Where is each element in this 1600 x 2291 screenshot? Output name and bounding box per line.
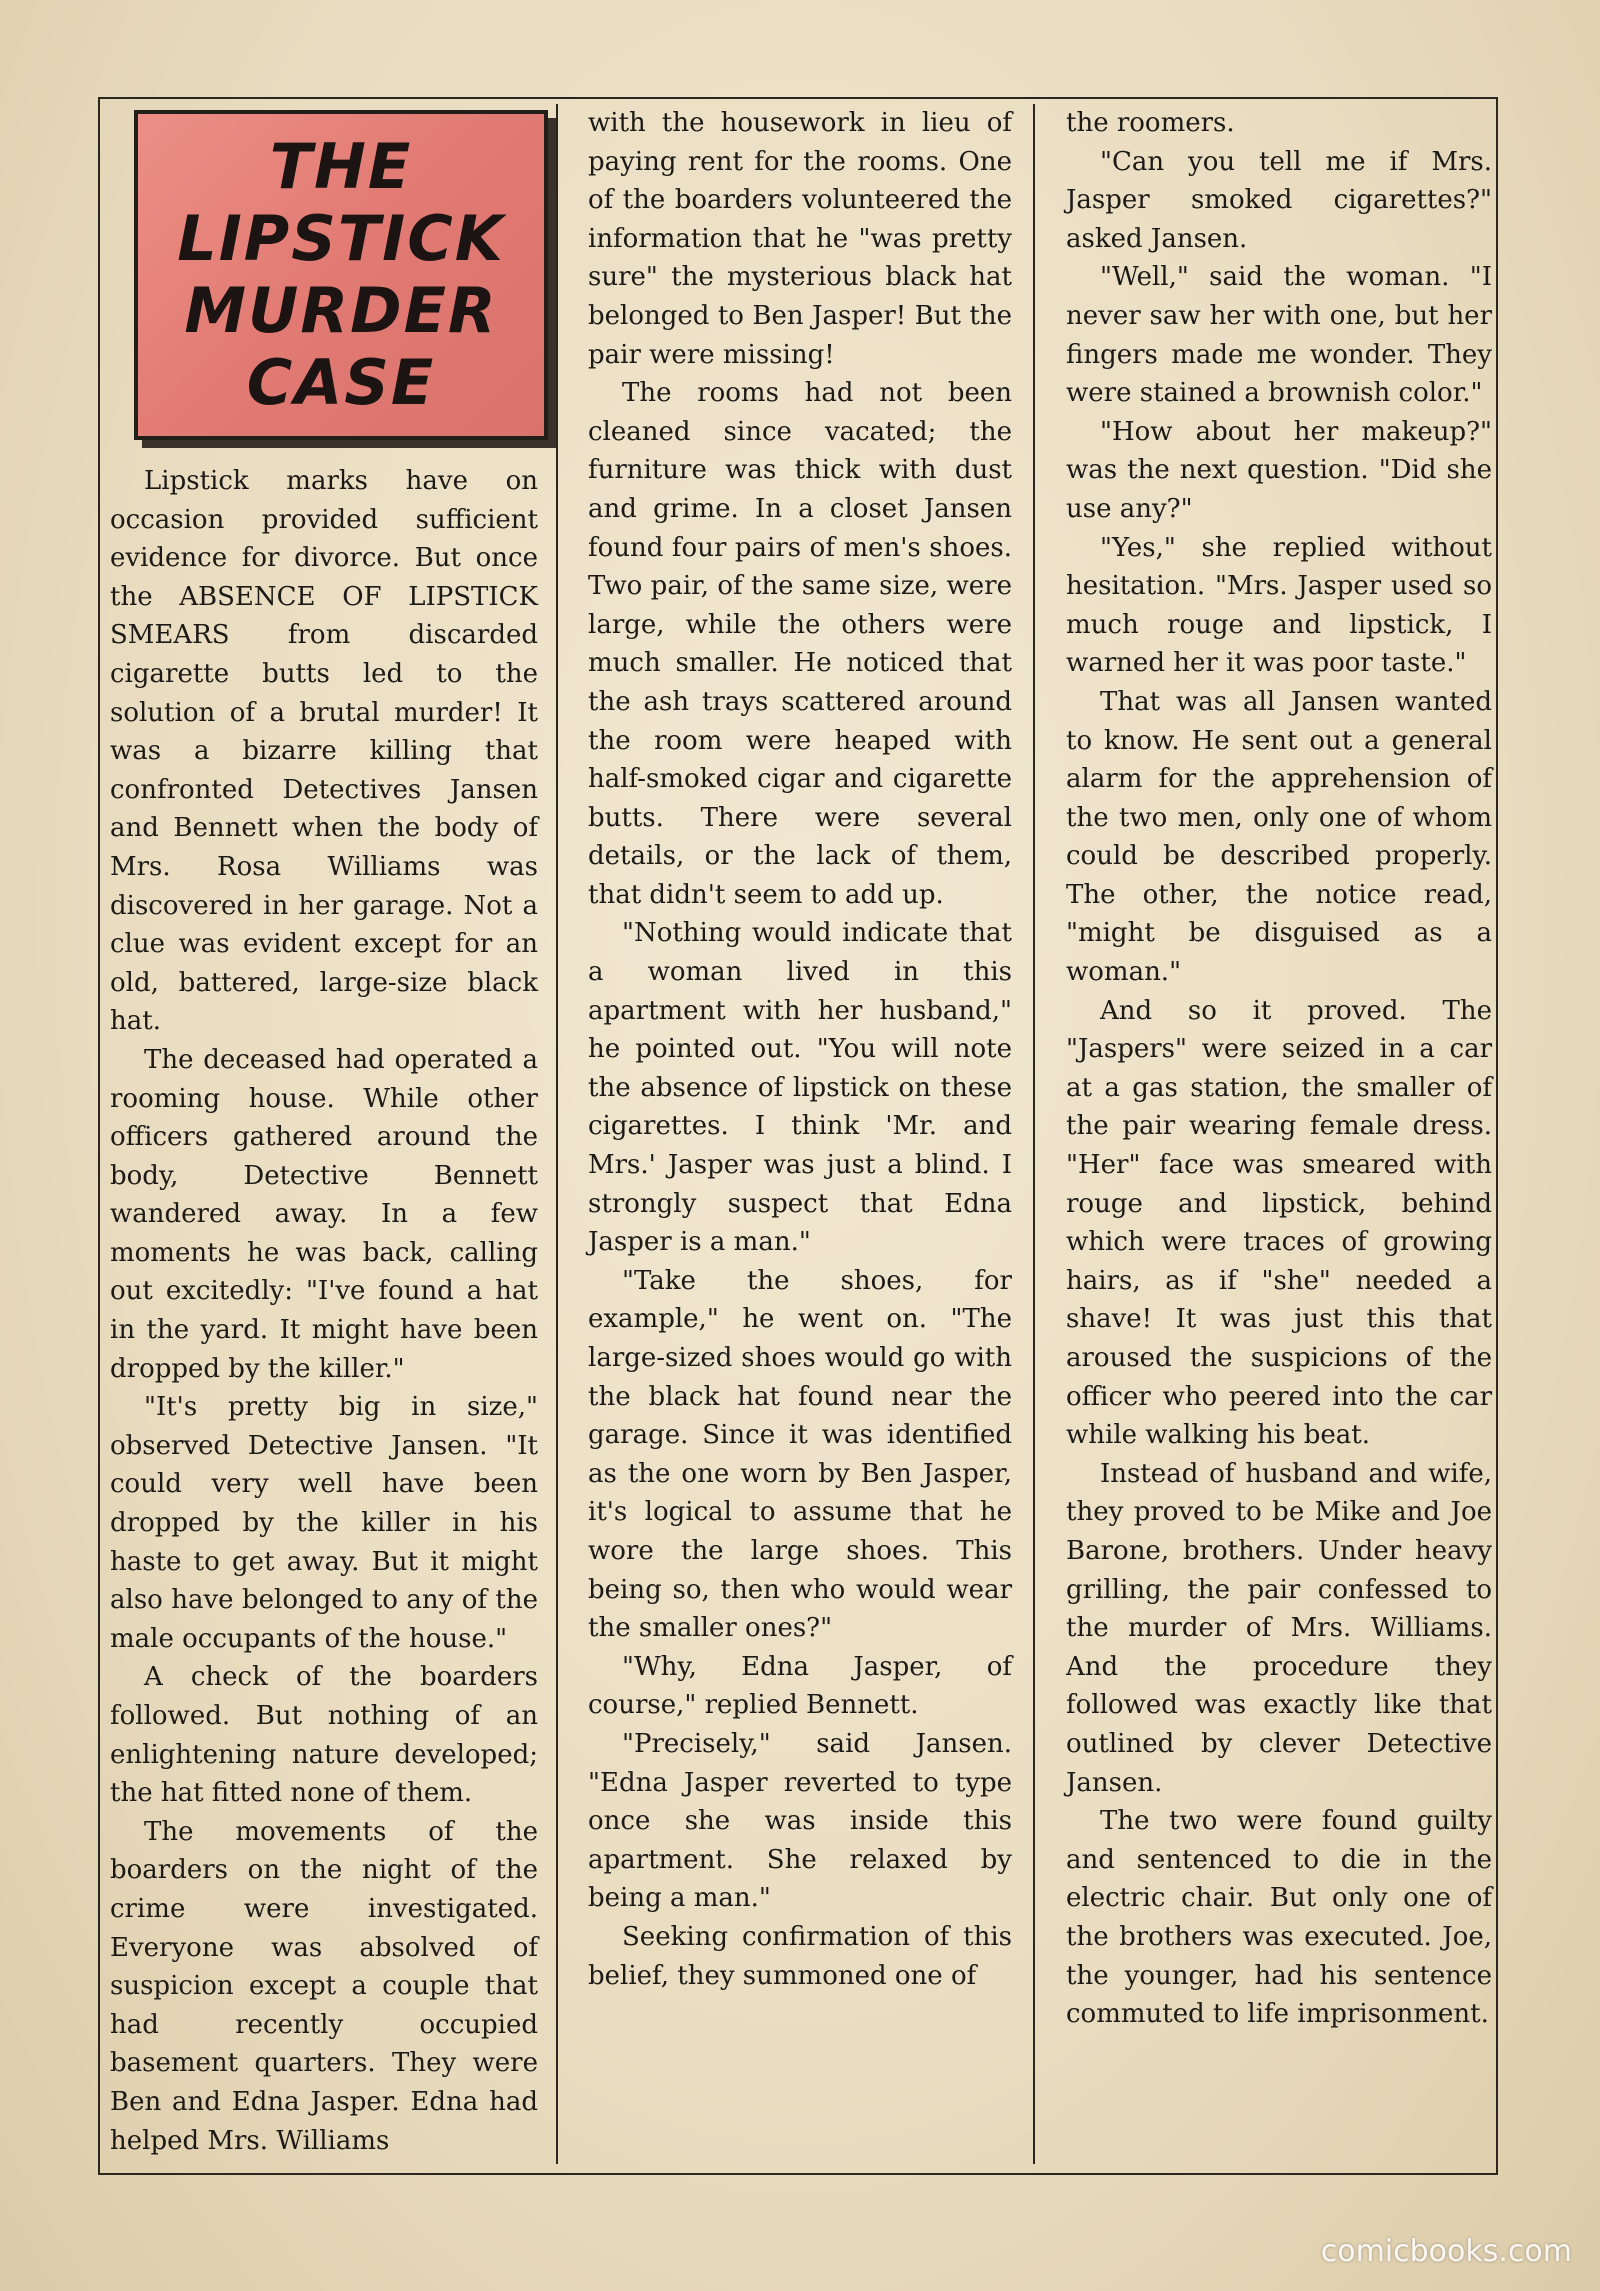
paragraph: Lipstick marks have on occasion provided sufficient evidence for divorce. But once the ABSENCE OF LIPSTICK SMEARS from discarded cigarette butts led to the solution of a brutal murder! It was a bizarre killing that confronted Detectives Jansen and Bennett when the body of Mrs. Rosa Williams was discovered in her garage. Not a clue was evident except for an old, battered, large-size black hat. bbox=[110, 466, 538, 1037]
title-line-1: THE bbox=[269, 130, 413, 203]
paragraph: "Yes," she replied without hesitation. "Mrs. Jasper used so much rouge and lipstick, I warned her it was poor taste." bbox=[1066, 532, 1492, 679]
article-column-2 bbox=[588, 104, 1012, 1995]
paragraph: The deceased had operated a rooming house. While other officers gathered around the body, Detective Bennett wandered away. In a few moments he was back, calling out excitedly: "I've found a hat in the yard. It might have been dropped by the killer." bbox=[110, 1044, 538, 1384]
paragraph: "It's pretty big in size," observed Detective Jansen. "It could very well have been dropped by the killer in his haste to get away. But it might also have belonged to any of the male occupants of the house." bbox=[110, 1392, 538, 1654]
article-column-1 bbox=[110, 462, 538, 2160]
paragraph: A check of the boarders followed. But nothing of an enlightening nature developed; the hat fitted none of them. bbox=[110, 1662, 538, 1809]
paragraph: "Well," said the woman. "I never saw her with one, but her fingers made me wonder. They were stained a brownish color." bbox=[1066, 262, 1492, 409]
paragraph: The movements of the boarders on the night of the crime were investigated. Everyone was absolved of suspicion except a couple that had recently occupied basement quarters. They were Ben and Edna Jasper. Edna had helped Mrs. Williams bbox=[110, 1816, 538, 2156]
paragraph: That was all Jansen wanted to know. He sent out a general alarm for the apprehension of the two men, only one of whom could be described properly. The other, the notice read, "might be disguised as a woman." bbox=[1066, 686, 1492, 988]
column-divider-1 bbox=[556, 104, 558, 2164]
paragraph: The two were found guilty and sentenced to die in the electric chair. But only one of the brothers was executed. Joe, the younger, had his sentence commuted to life imprisonment. bbox=[1066, 1806, 1492, 2030]
paragraph: And so it proved. The "Jaspers" were seized in a car at a gas station, the smaller of the pair wearing female dress. "Her" face was smeared with rouge and lipstick, behind which were traces of growing hairs, as if "she" needed a shave! It was just this that aroused the suspicions of the officer who peered into the car while walking his beat. bbox=[1066, 995, 1492, 1451]
title-line-3: MURDER bbox=[184, 274, 498, 347]
paragraph: "Can you tell me if Mrs. Jasper smoked cigarettes?" asked Jansen. bbox=[1066, 146, 1492, 254]
paragraph: Seeking confirmation of this belief, they summoned one of bbox=[588, 1921, 1012, 1991]
paragraph: the roomers. bbox=[1066, 108, 1235, 138]
paragraph: "Nothing would indicate that a woman lived in this apartment with her husband," he pointed out. "You will note the absence of lipstick on these cigarettes. I think 'Mr. and Mrs.' Jasper was just a blind. I strongly suspect that Edna Jasper is a man." bbox=[588, 918, 1012, 1258]
watermark: comicbooks.com bbox=[1320, 2234, 1572, 2269]
title-line-2: LIPSTICK bbox=[177, 202, 505, 275]
title-line-4: CASE bbox=[246, 346, 436, 419]
paragraph: The rooms had not been cleaned since vacated; the furniture was thick with dust and grime. In a closet Jansen found four pairs of men's shoes. Two pair, of the same size, were large, while the others were much smaller. He noticed that the ash trays scattered around the room were heaped with half-smoked cigar and cigarette butts. There were several details, or the lack of them, that didn't seem to add up. bbox=[588, 378, 1012, 910]
paragraph: "Precisely," said Jansen. "Edna Jasper reverted to type once she was inside this apartment. She relaxed by being a man." bbox=[588, 1728, 1012, 1914]
paragraph: "How about her makeup?" was the next question. "Did she use any?" bbox=[1066, 416, 1492, 524]
paragraph: "Take the shoes, for example," he went on. "The large-sized shoes would go with the black hat found near the garage. Since it was identified as the one worn by Ben Jasper, it's logical to assume that he wore the large shoes. This being so, then who would wear the smaller ones?" bbox=[588, 1265, 1012, 1644]
title-panel bbox=[134, 110, 548, 440]
paragraph: "Why, Edna Jasper, of course," replied Bennett. bbox=[588, 1651, 1012, 1721]
column-divider-2 bbox=[1033, 104, 1035, 2164]
article-column-3 bbox=[1066, 104, 1492, 2034]
paragraph: with the housework in lieu of paying rent for the rooms. One of the boarders volunteered the information that he "was pretty sure" the mysterious black hat belonged to Ben Jasper! But the pair were missing! bbox=[588, 108, 1012, 370]
paragraph: Instead of husband and wife, they proved to be Mike and Joe Barone, brothers. Under heavy grilling, the pair confessed to the murder of Mrs. Williams. And the procedure they followed was exactly like that outlined by clever Detective Jansen. bbox=[1066, 1458, 1492, 1798]
